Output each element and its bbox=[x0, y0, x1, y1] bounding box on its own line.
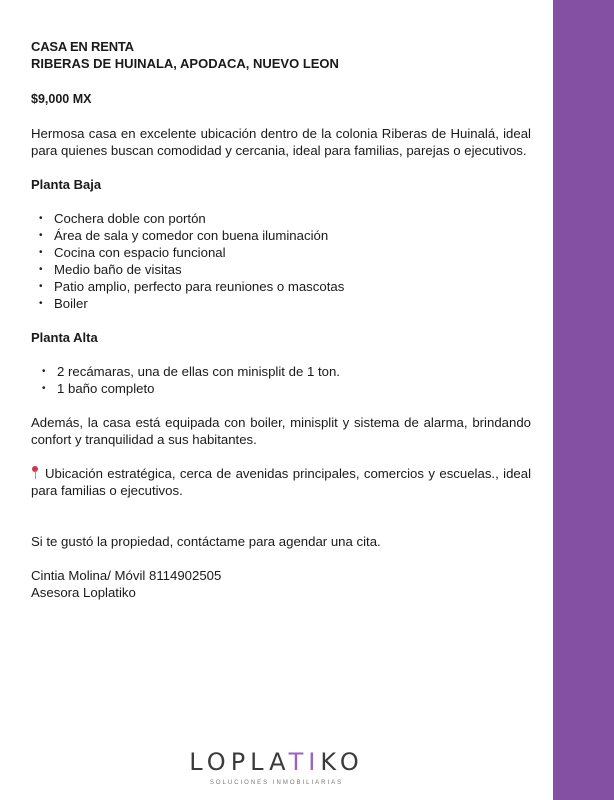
pin-icon bbox=[31, 466, 39, 480]
listing-price: $9,000 MX bbox=[31, 92, 92, 106]
logo-text-part2: KO bbox=[320, 748, 364, 776]
list-item: • Patio amplio, perfecto para reuniones o mascotas bbox=[54, 278, 531, 295]
loplatiko-logo bbox=[0, 748, 553, 786]
listing-title: CASA EN RENTA bbox=[31, 39, 134, 54]
purple-sidebar bbox=[553, 0, 614, 800]
cta-text: Si te gustó la propiedad, contáctame para agendar una cita. bbox=[31, 534, 381, 549]
planta-baja-list bbox=[31, 210, 531, 312]
contact-name: Cintia Molina/ Móvil 8114902505 bbox=[31, 568, 222, 583]
logo-text-part1: LOPLA bbox=[189, 748, 289, 776]
list-item: • Área de sala y comedor con buena iluminación bbox=[54, 227, 531, 244]
location-text: Ubicación estratégica, cerca de avenidas principales, comercios y escuelas., ideal para familias o ejecutivos. bbox=[31, 466, 531, 498]
planta-alta-heading: Planta Alta bbox=[31, 330, 98, 345]
equipment-paragraph: Además, la casa está equipada con boiler, minisplit y sistema de alarma, brindando confort y tranquilidad a sus habitantes. bbox=[31, 415, 531, 447]
list-item: • 2 recámaras, una de ellas con minisplit de 1 ton. bbox=[57, 363, 531, 380]
planta-baja-heading: Planta Baja bbox=[31, 177, 102, 192]
list-item: • Cochera doble con portón bbox=[54, 210, 531, 227]
contact-role: Asesora Loplatiko bbox=[31, 585, 136, 600]
listing-location: RIBERAS DE HUINALA, APODACA, NUEVO LEON bbox=[31, 56, 339, 71]
location-paragraph bbox=[31, 465, 531, 499]
logo-tagline: SOLUCIONES INMOBILIARIAS bbox=[209, 780, 344, 786]
planta-alta-list bbox=[31, 363, 531, 397]
intro-paragraph: Hermosa casa en excelente ubicación dentro de la colonia Riberas de Huinalá, ideal para quienes buscan comodidad y cercania, ideal para familias, parejas o ejecutivos. bbox=[31, 126, 531, 158]
list-item: • Cocina con espacio funcional bbox=[54, 244, 531, 261]
logo-text-accent: TI bbox=[288, 748, 321, 776]
listing-document bbox=[31, 38, 531, 601]
logo-wordmark bbox=[0, 748, 553, 776]
list-item: • Medio baño de visitas bbox=[54, 261, 531, 278]
list-item: • 1 baño completo bbox=[57, 380, 531, 397]
list-item: • Boiler bbox=[54, 295, 531, 312]
